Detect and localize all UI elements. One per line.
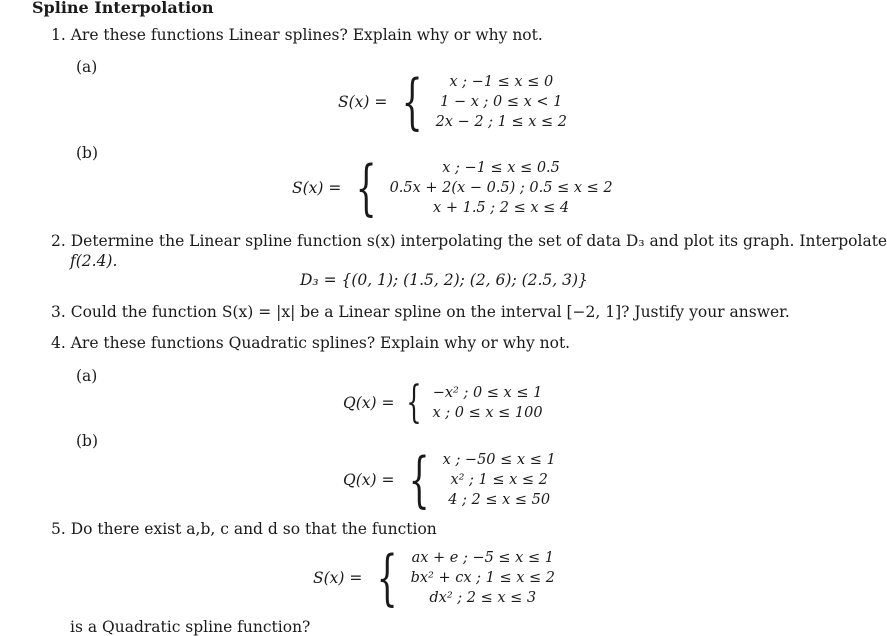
q1-b-cases: [390, 158, 613, 218]
q4-a-label: (a): [76, 367, 98, 385]
case-line: x ; −1 ≤ x ≤ 0: [449, 74, 554, 90]
q4-a-lhs: Q(x) =: [343, 394, 395, 412]
left-brace-icon: {: [376, 543, 398, 613]
case-line: x ; −50 ≤ x ≤ 1: [442, 452, 556, 468]
case-line: dx² ; 2 ≤ x ≤ 3: [429, 590, 537, 606]
left-brace-icon: {: [409, 445, 431, 515]
question-5-tail: is a Quadratic spline function?: [70, 618, 311, 636]
q4-b-label: (b): [76, 432, 99, 450]
left-brace-icon: {: [401, 67, 423, 137]
question-2: 2. Determine the Linear spline function s(x) interpolating the set of data D₃ and plot its graph. Interpolate: [51, 232, 887, 250]
q1-b-lhs: S(x) =: [292, 179, 342, 197]
q4-b-equation: [343, 445, 556, 515]
case-line: 1 − x ; 0 ≤ x < 1: [440, 94, 563, 110]
question-5: 5. Do there exist a,b, c and d so that the function: [51, 520, 437, 538]
left-brace-icon: {: [355, 153, 377, 223]
case-line: x ; 0 ≤ x ≤ 100: [432, 405, 543, 421]
case-line: 2x − 2 ; 1 ≤ x ≤ 2: [435, 114, 568, 130]
q4-a-cases: [432, 383, 542, 423]
case-line: 4 ; 2 ≤ x ≤ 50: [448, 492, 551, 508]
q1-a-equation: [338, 67, 568, 137]
q1-b-label: (b): [76, 144, 99, 162]
q5-lhs: S(x) =: [313, 569, 363, 587]
question-3: 3. Could the function S(x) = |x| be a Linear spline on the interval [−2, 1]? Justify your answer.: [51, 303, 790, 321]
case-line: bx² + cx ; 1 ≤ x ≤ 2: [410, 570, 555, 586]
case-line: x² ; 1 ≤ x ≤ 2: [450, 472, 548, 488]
question-4: 4. Are these functions Quadratic splines? Explain why or why not.: [51, 334, 571, 352]
question-2-cont: f(2.4).: [70, 252, 118, 270]
case-line: ax + e ; −5 ≤ x ≤ 1: [411, 550, 554, 566]
q4-a-equation: [343, 377, 543, 428]
q1-b-equation: [292, 153, 613, 223]
left-brace-icon: {: [406, 377, 423, 428]
case-line: −x² ; 0 ≤ x ≤ 1: [432, 385, 543, 401]
q5-equation: [313, 543, 555, 613]
q5-cases: [411, 548, 555, 608]
case-line: x ; −1 ≤ x ≤ 0.5: [442, 160, 560, 176]
q1-a-label: (a): [76, 58, 98, 76]
q4-b-lhs: Q(x) =: [343, 471, 395, 489]
question-1: 1. Are these functions Linear splines? Explain why or why not.: [51, 26, 543, 44]
q4-b-cases: [443, 450, 556, 510]
q1-a-cases: [436, 72, 567, 132]
case-line: x + 1.5 ; 2 ≤ x ≤ 4: [433, 200, 570, 216]
q1-a-lhs: S(x) =: [338, 93, 388, 111]
case-line: 0.5x + 2(x − 0.5) ; 0.5 ≤ x ≤ 2: [389, 180, 613, 196]
q2-dataset: D₃ = {(0, 1); (1.5, 2); (2, 6); (2.5, 3)}: [300, 271, 588, 289]
page-title: Spline Interpolation: [32, 0, 214, 17]
